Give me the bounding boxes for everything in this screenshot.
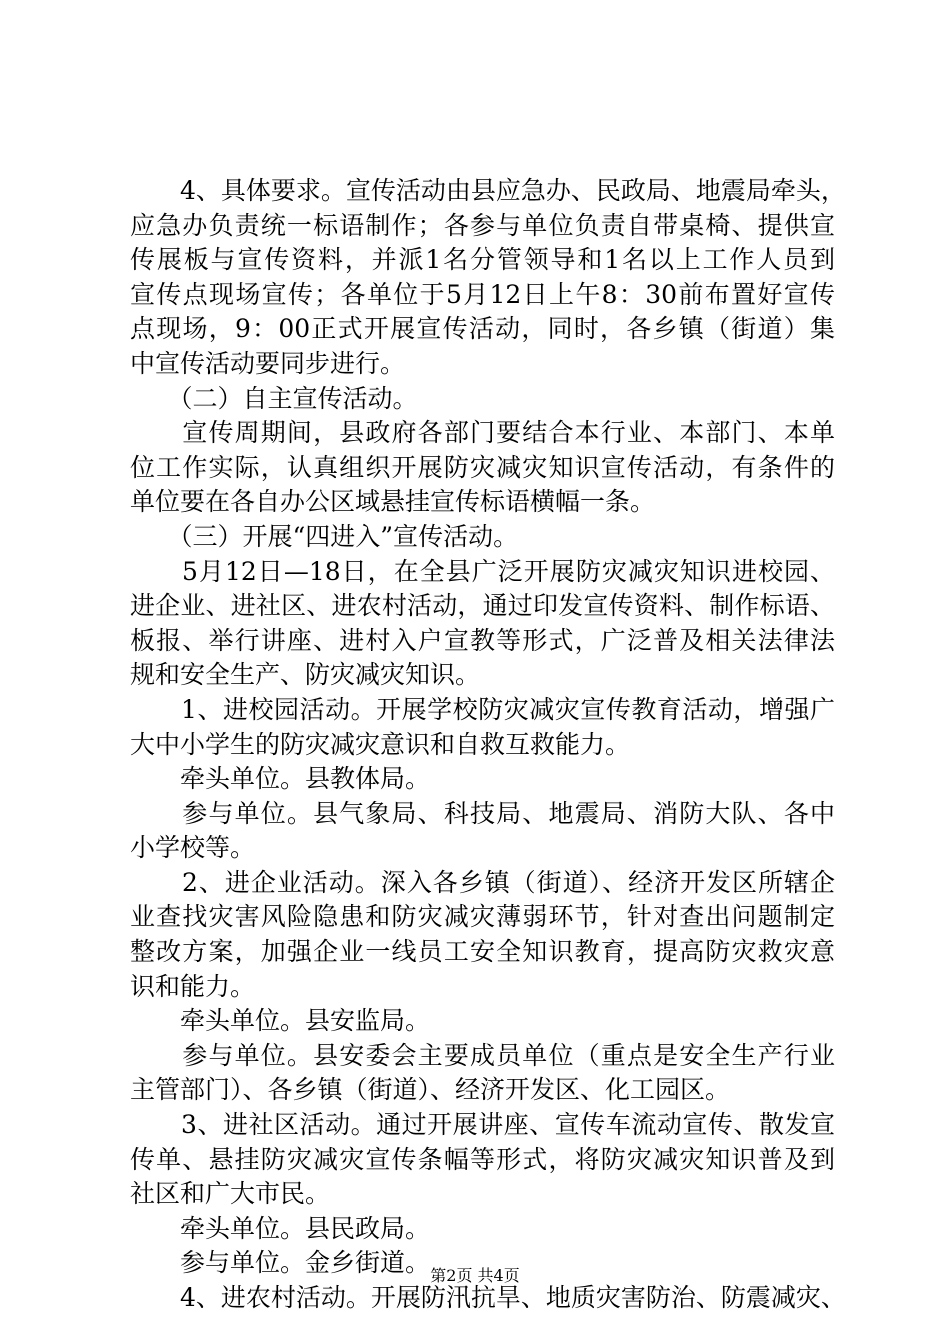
- text-line: 小学校等。: [130, 833, 256, 863]
- text-line: 社区和广大市民。: [130, 1179, 331, 1209]
- text-line: 宣传周期间，县政府各部门要结合本行业、本部门、本单: [130, 418, 835, 448]
- text-line: 4、进农村活动。开展防汛抗旱、地质灾害防治、防震减灾、: [130, 1283, 846, 1312]
- text-line: 进企业、进社区、进农村活动，通过印发宣传资料、制作标语、: [130, 591, 835, 621]
- text-line: 中宣传活动要同步进行。: [130, 348, 406, 378]
- text-line: 4、具体要求。宣传活动由县应急办、民政局、地震局牵头，: [130, 176, 846, 205]
- text-line: （二）自主宣传活动。: [130, 383, 418, 413]
- text-line: 点现场，9：00正式开展宣传活动，同时，各乡镇（街道）集: [130, 314, 835, 344]
- text-line: 业查找灾害风险隐患和防灾减灾薄弱环节，针对查出问题制定: [130, 902, 835, 932]
- text-line: 参与单位。县安委会主要成员单位（重点是安全生产行业: [130, 1040, 835, 1070]
- text-line: 整改方案，加强企业一线员工安全知识教育，提高防灾救灾意: [130, 937, 835, 967]
- text-line: （三）开展“四进入”宣传活动。: [130, 521, 519, 551]
- text-line: 识和能力。: [130, 971, 256, 1001]
- text-line: 参与单位。金乡街道。: [130, 1248, 431, 1278]
- text-line: 宣传点现场宣传；各单位于5月12日上午8：30前布置好宣传: [130, 279, 835, 309]
- text-line: 参与单位。县气象局、科技局、地震局、消防大队、各中: [130, 798, 835, 828]
- text-line: 单位要在各自办公区域悬挂宣传标语横幅一条。: [130, 487, 656, 517]
- text-line: 牵头单位。县教体局。: [130, 764, 431, 794]
- text-line: 板报、举行讲座、进村入户宣教等形式，广泛普及相关法律法: [130, 625, 835, 655]
- text-line: 大中小学生的防灾减灾意识和自救互救能力。: [130, 729, 631, 759]
- text-line: 1、进校园活动。开展学校防灾减灾宣传教育活动，增强广: [130, 694, 835, 724]
- text-line: 传单、悬挂防灾减灾宣传条幅等形式，将防灾减灾知识普及到: [130, 1144, 835, 1174]
- text-line: 传展板与宣传资料，并派1名分管领导和1名以上工作人员到: [130, 245, 835, 275]
- text-line: 牵头单位。县安监局。: [130, 1006, 431, 1036]
- text-line: 5月12日—18日，在全县广泛开展防灾减灾知识进校园、: [130, 556, 835, 586]
- text-line: 位工作实际，认真组织开展防灾减灾知识宣传活动，有条件的: [130, 452, 835, 482]
- text-line: 牵头单位。县民政局。: [130, 1213, 431, 1243]
- text-line: 应急办负责统一标语制作；各参与单位负责自带桌椅、提供宣: [130, 210, 835, 240]
- page-footer: 第2页 共4页: [430, 1266, 520, 1285]
- document-body: [130, 174, 846, 1316]
- text-line: 主管部门）、各乡镇（街道）、经济开发区、化工园区。: [130, 1075, 731, 1105]
- text-line: 2、进企业活动。深入各乡镇（街道）、经济开发区所辖企: [130, 867, 835, 897]
- text-line: 3、进社区活动。通过开展讲座、宣传车流动宣传、散发宣: [130, 1110, 835, 1140]
- text-line: 规和安全生产、防灾减灾知识。: [130, 660, 481, 690]
